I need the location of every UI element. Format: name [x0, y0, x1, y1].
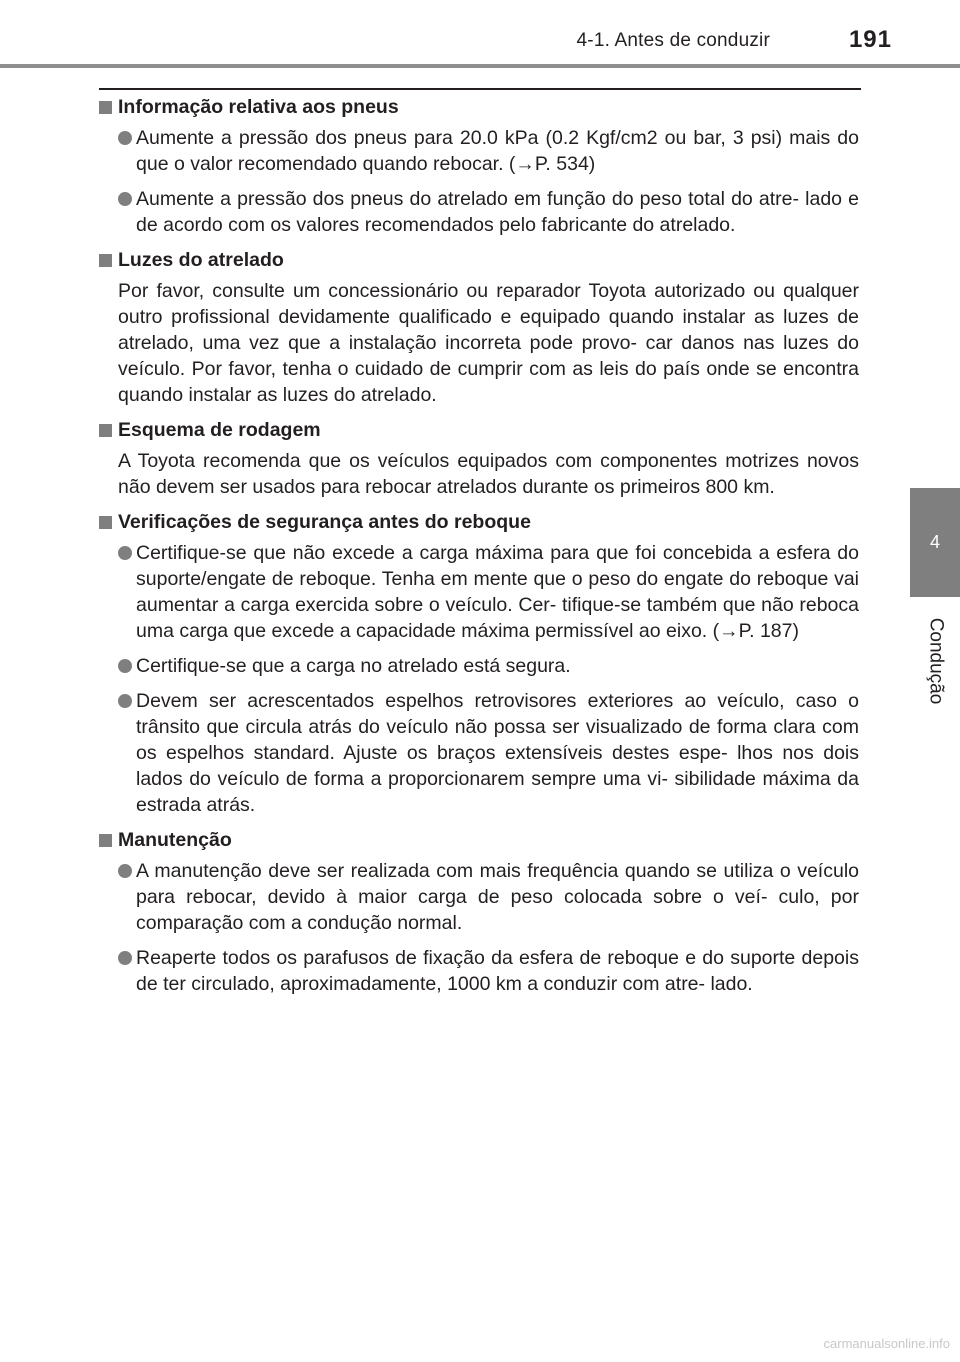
- section-heading-text: Luzes do atrelado: [118, 249, 284, 271]
- square-bullet-icon: [99, 834, 112, 847]
- bullet-item: [118, 653, 859, 679]
- bullet-item: [118, 186, 859, 238]
- section-heading-text: Informação relativa aos pneus: [118, 96, 399, 118]
- bullet-item: [118, 945, 859, 997]
- bullet-text: Certifique-se que não excede a carga máxima para que foi concebida a esfera do suporte/engate de reboque. Tenha em mente que o peso do engate do reboque vai aumentar a carga exercida sobre o veículo. Cer- tifique-se também que não reboca uma carga que excede a capacidade máxima permissível ao eixo. (→P. 187): [136, 542, 859, 642]
- circle-bullet-icon: [118, 659, 132, 673]
- bullet-text: Devem ser acrescentados espelhos retrovisores exteriores ao veículo, caso o trânsito que circula atrás do veículo não possa ser visualizado de forma clara com os espelhos standard. Ajuste os braços extensíveis destes espe- lhos nos dois lados do veículo de forma a proporcionarem sempre uma vi- sibilidade máxima da estrada atrás.: [136, 690, 859, 816]
- section-heading-text: Manutenção: [118, 829, 232, 851]
- section-heading: [99, 247, 859, 273]
- watermark-text: carmanualsonline.info: [823, 1336, 950, 1351]
- section-heading: [99, 94, 859, 120]
- chapter-tab[interactable]: [910, 488, 960, 597]
- bullet-item: [118, 858, 859, 936]
- section-trailer-lights: [99, 247, 859, 408]
- circle-bullet-icon: [118, 864, 132, 878]
- bullet-text: Certifique-se que a carga no atrelado está segura.: [136, 655, 571, 677]
- circle-bullet-icon: [118, 192, 132, 206]
- section-heading: [99, 509, 859, 535]
- bullet-item: [118, 540, 859, 644]
- bullet-text: Aumente a pressão dos pneus para 20.0 kPa (0.2 Kgf/cm2 ou bar, 3 psi) mais do que o valor recomendado quando rebocar. (→P. 534): [136, 127, 859, 175]
- section-break-in: [99, 417, 859, 500]
- bullet-text: Reaperte todos os parafusos de fixação da esfera de reboque e do suporte depois de ter circulado, aproximadamente, 1000 km a conduzir com atre- lado.: [136, 947, 859, 995]
- header-section-label: 4-1. Antes de conduzir: [576, 30, 770, 51]
- square-bullet-icon: [99, 516, 112, 529]
- header-divider: [0, 64, 960, 68]
- chapter-title-container: [910, 606, 960, 716]
- section-heading: [99, 827, 859, 853]
- section-maintenance: [99, 827, 859, 997]
- section-paragraph: A Toyota recomenda que os veículos equipados com componentes motrizes novos não devem ser usados para rebocar atrelados durante os primeiros 800 km.: [118, 450, 859, 498]
- bullet-text: A manutenção deve ser realizada com mais frequência quando se utiliza o veículo para rebocar, devido à maior carga de peso colocada sobre o veí- culo, por comparação com a condução normal.: [136, 860, 859, 934]
- bullet-item: [118, 125, 859, 177]
- bullet-text: Aumente a pressão dos pneus do atrelado em função do peso total do atre- lado e de acordo com os valores recomendados pelo fabricante do atrelado.: [136, 188, 859, 236]
- section-heading-text: Verificações de segurança antes do reboque: [118, 511, 531, 533]
- section-paragraph: Por favor, consulte um concessionário ou reparador Toyota autorizado ou qualquer outro profissional devidamente qualificado e equipado quando instalar as luzes de atrelado, uma vez que a instalação incorreta pode provo- car danos nas luzes do veículo. Por favor, tenha o cuidado de cumprir com as leis do país onde se encontra quando instalar as luzes do atrelado.: [118, 280, 859, 406]
- square-bullet-icon: [99, 101, 112, 114]
- section-heading-text: Esquema de rodagem: [118, 419, 321, 441]
- circle-bullet-icon: [118, 546, 132, 560]
- page-content: [99, 94, 859, 1006]
- square-bullet-icon: [99, 254, 112, 267]
- section-heading: [99, 417, 859, 443]
- chapter-number: 4: [929, 532, 940, 552]
- circle-bullet-icon: [118, 694, 132, 708]
- circle-bullet-icon: [118, 951, 132, 965]
- chapter-title: Condução: [925, 617, 946, 705]
- bullet-item: [118, 688, 859, 818]
- section-safety-checks: [99, 509, 859, 818]
- circle-bullet-icon: [118, 131, 132, 145]
- page-number: 191: [848, 26, 892, 53]
- content-top-rule: [99, 88, 861, 90]
- section-tire-info: [99, 94, 859, 238]
- square-bullet-icon: [99, 424, 112, 437]
